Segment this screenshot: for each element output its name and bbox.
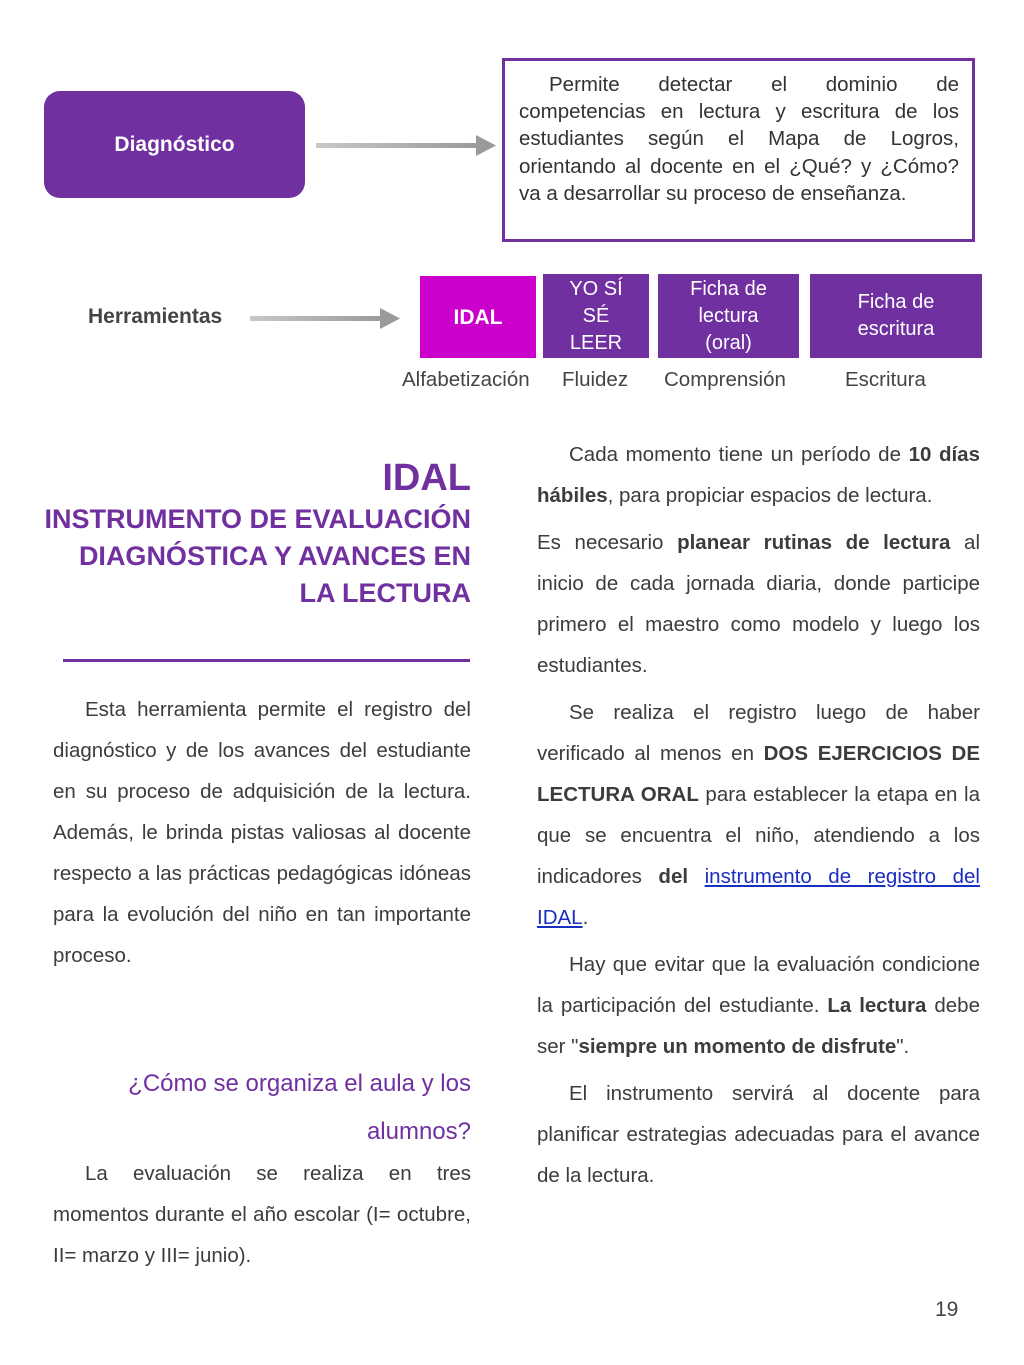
tool-caption: Alfabetización xyxy=(402,368,530,391)
description-text: Permite detectar el dominio de competencias en lectura y escritura de los estudiantes según el Mapa de Logros, orientando al docente en el ¿Qué? y ¿Cómo? va a desarrollar su proceso de enseñanza. xyxy=(519,73,959,205)
tool-ficha-lectura xyxy=(658,274,799,358)
question-heading: ¿Cómo se organiza el aula y los alumnos? xyxy=(128,1070,471,1145)
tool-ficha-escritura xyxy=(810,274,982,358)
tool-caption: Fluidez xyxy=(562,368,629,391)
text-bold: DOS EJERCICIOS DE LECTURA ORAL xyxy=(537,742,980,806)
text-bold: planear rutinas de lectura xyxy=(677,531,951,554)
tool-label: Ficha de lectura (oral) xyxy=(690,277,767,354)
paragraph xyxy=(537,944,980,1067)
text: para establecer la etapa en la que se encuentra el niño, atendiendo a los indicadores xyxy=(537,783,980,888)
text: Se realiza el registro luego de haber verificado al menos en xyxy=(537,701,980,765)
tool-label: YO SÍ SÉ LEER xyxy=(569,277,623,354)
text: . xyxy=(582,906,589,929)
paragraph xyxy=(537,1073,980,1196)
section-heading xyxy=(40,455,471,612)
moments-paragraph xyxy=(53,1153,471,1276)
text: ". xyxy=(896,1035,910,1058)
divider xyxy=(63,659,470,662)
text-bold: del xyxy=(658,865,689,888)
text-bold: 10 días hábiles xyxy=(537,443,980,507)
tool-caption: Escritura xyxy=(845,368,926,391)
page-number: 19 xyxy=(935,1298,959,1321)
text: debe ser " xyxy=(537,994,980,1058)
intro-text: Esta herramienta permite el registro del diagnóstico y de los avances del estudiante en su proceso de adquisición de la lectura. Además, le brinda pistas valiosas al docente respecto a las prácticas pedagógicas idóneas para la evolución del niño en tan importante proceso. xyxy=(53,698,471,967)
text: Es necesario xyxy=(537,531,678,554)
right-column xyxy=(537,434,980,1202)
tool-idal xyxy=(420,276,536,358)
arrow-icon xyxy=(316,132,498,160)
paragraph xyxy=(537,434,980,516)
text: El instrumento servirá al docente para planificar estrategias adecuadas para el avance de la lectura. xyxy=(537,1082,980,1187)
tool-yo-si-se-leer xyxy=(543,274,649,358)
diagnostico-box xyxy=(44,91,305,198)
tool-label: IDAL xyxy=(453,305,503,329)
text-bold: La lectura xyxy=(827,994,927,1017)
tool-label: Ficha de escritura xyxy=(857,291,935,340)
arrow-icon xyxy=(250,305,402,333)
text: , para propiciar espacios de lectura. xyxy=(607,484,933,507)
diagnostico-description xyxy=(502,58,975,242)
diagnostico-label: Diagnóstico xyxy=(114,132,235,156)
section-title: IDAL xyxy=(382,457,471,499)
section-subtitle: INSTRUMENTO DE EVALUACIÓN DIAGNÓSTICA Y AVANCES EN LA LECTURA xyxy=(44,504,471,608)
moments-text: La evaluación se realiza en tres momentos durante el año escolar (I= octubre, II= marzo y III= junio). xyxy=(53,1162,471,1267)
herramientas-label: Herramientas xyxy=(88,305,223,328)
text: Cada momento tiene un período de xyxy=(569,443,909,466)
text-bold: siempre un momento de disfrute xyxy=(578,1035,897,1058)
text: Hay que evitar que la evaluación condicione la participación del estudiante. xyxy=(537,953,980,1017)
paragraph xyxy=(537,692,980,938)
paragraph xyxy=(537,522,980,686)
idal-link[interactable]: instrumento de registro del IDAL xyxy=(537,865,980,929)
tool-caption: Comprensión xyxy=(664,368,786,391)
intro-paragraph xyxy=(53,689,471,976)
text: al inicio de cada jornada diaria, donde participe primero el maestro como modelo y luego los estudiantes. xyxy=(537,531,980,677)
